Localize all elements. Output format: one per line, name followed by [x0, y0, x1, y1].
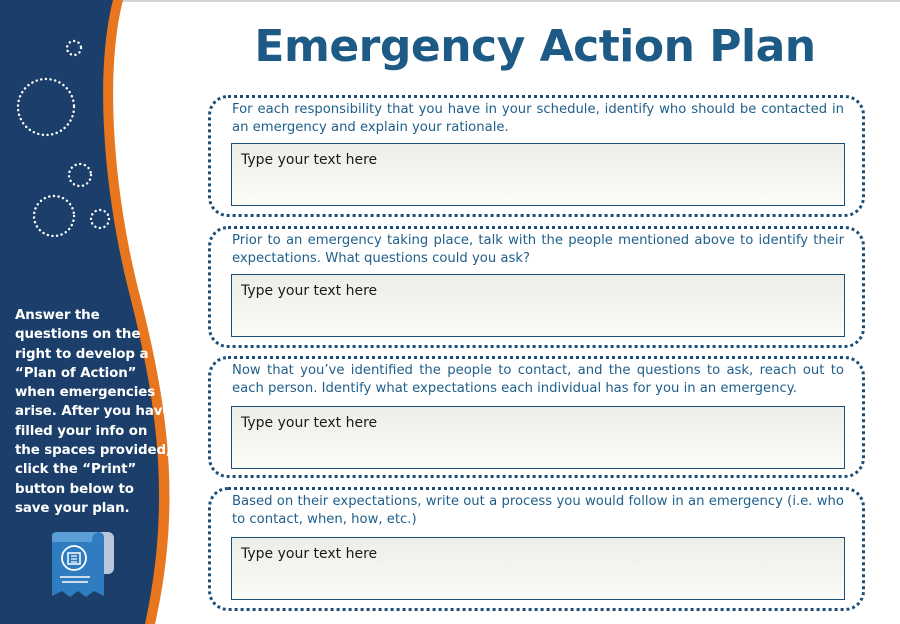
- question-prompt: Based on their expectations, write out a process you would follow in an emergency (i.e. who to contact, when, how, etc.): [232, 494, 844, 527]
- answer-text-field[interactable]: Type your text here: [231, 274, 845, 337]
- question-prompt: Prior to an emergency taking place, talk with the people mentioned above to identify their expectations. What questions could you ask?: [232, 233, 844, 266]
- question-prompt: For each responsibility that you have in your schedule, identify who should be contacted in an emergency and explain your rationale.: [232, 102, 844, 135]
- question-prompt: Now that you’ve identified the people to contact, and the questions to ask, reach out to each person. Identify what expectations each individual has for you in an emergency.: [232, 363, 844, 396]
- question-card-4: [208, 487, 865, 611]
- answer-text-field[interactable]: Type your text here: [231, 143, 845, 206]
- question-card-1: [208, 95, 865, 217]
- page-title: Emergency Action Plan: [254, 21, 816, 72]
- sidebar-instructions: Answer the questions on the right to develop a “Plan of Action” when emergencies arise. After you have filled your info on the spaces provided, click the “Print” button below to save your plan.: [15, 308, 172, 516]
- question-card-2: [208, 226, 865, 348]
- print-button[interactable]: [48, 530, 118, 606]
- print-scroll-icon: [52, 532, 114, 597]
- answer-text-field[interactable]: Type your text here: [231, 406, 845, 469]
- question-card-3: [208, 356, 865, 478]
- answer-text-field[interactable]: Type your text here: [231, 537, 845, 600]
